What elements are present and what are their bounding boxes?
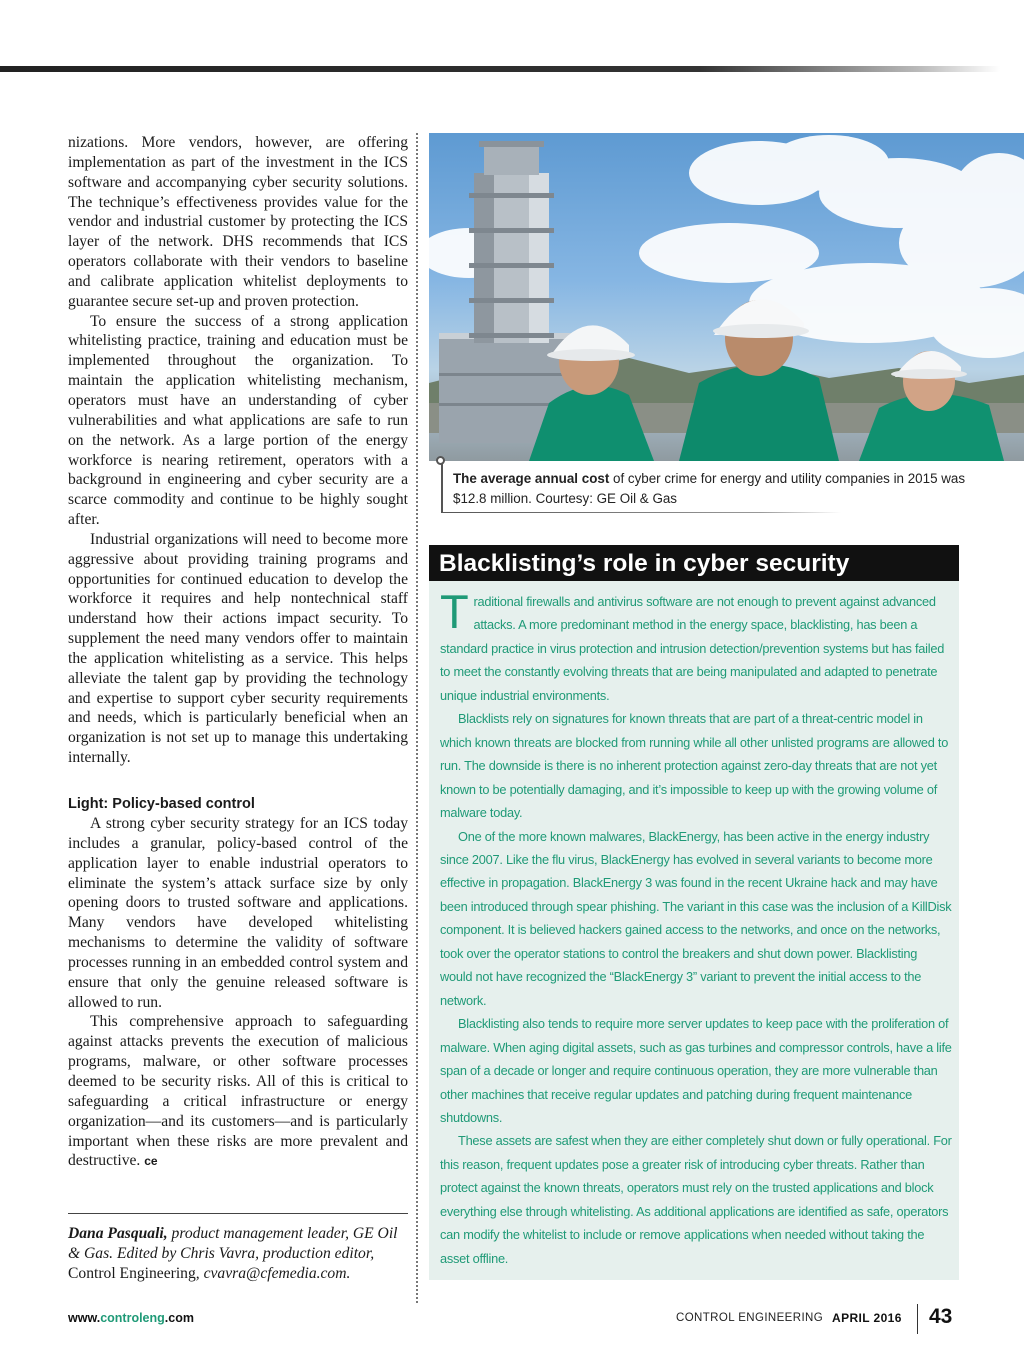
footer-website-link[interactable] xyxy=(68,1311,194,1325)
drop-cap: T xyxy=(440,585,469,638)
article-paragraph-text: This comprehensive approach to safeguarding against attacks prevents the execution of malicious programs, malware, or other software processes deemed to be security risks. All of this is critical to safeguarding a critical infrastructure or energy organization—and its customers—and is particularly important when these risks are more prevalent and destructive. xyxy=(68,1013,408,1170)
caption-pointer-dot xyxy=(436,456,445,465)
sidebar-paragraph-first xyxy=(440,585,952,707)
article-subhead: Light: Policy-based control xyxy=(68,796,255,812)
article-paragraph: nizations. More vendors, however, are offering implementation as part of the investment in the ICS software and accompanying cyber security solutions. The technique’s effectiveness provides value for the vendor and industrial customer by protecting the ICS layer of the network. DHS recommends that ICS operators collaborate with their vendors to baseline and calibrate application whitelist deployments to guarantee secure set-up and proven protection. xyxy=(68,134,408,310)
page-number: 43 xyxy=(929,1305,953,1328)
caption-underline xyxy=(441,512,841,513)
header-rule xyxy=(0,66,1000,72)
url-prefix: www. xyxy=(68,1311,101,1325)
author-role: product management leader, GE Oil & Gas. Edited by Chris Vavra, production editor, xyxy=(68,1225,398,1262)
footer-magazine-name: CONTROL ENGINEERING xyxy=(676,1312,824,1324)
sidebar-box xyxy=(429,545,959,1280)
publication-name: Control Engineering xyxy=(68,1265,196,1282)
article-photo xyxy=(429,133,1024,461)
url-brand: controleng xyxy=(100,1311,165,1325)
caption-leader-line xyxy=(441,462,443,512)
article-paragraph: A strong cyber security strategy for an ICS today includes a granular, policy-based control of the application layer to enable industrial operators to eliminate the system’s attack surface size by only opening doors to trusted software and applications. Many vendors have developed whitelisting mechanisms to determine the validity of software processes running in an embedded control system and ensure that only the genuine released software is allowed to run. xyxy=(68,815,408,1011)
author-email: , cvavra@cfemedia.com. xyxy=(195,1265,351,1282)
sidebar-paragraph: One of the more known malwares, BlackEnergy, has been active in the energy industry since 2007. Like the flu virus, BlackEnergy has evolved in several variants to become more effective in propagation. BlackEnergy 3 was found in the recent Ukraine hack and may have been introduced through spear phishing. The variant in this case was the inclusion of a KillDisk component. It is believed hackers gained access to the networks, and once on the networks, took over the operator stations to control the breakers and shut down power. Blacklisting would not have recognized the “BlackEnergy 3” variant to prevent the initial access to the network. xyxy=(440,828,952,1008)
article-paragraph: Industrial organizations will need to become more aggressive about providing training programs and opportunities for continued education to develop the workforce it requires and help nontechnical staff understand how their actions impact security. To supplement the need many vendors offer to maintain the application whitelisting as a service. This helps alleviate the talent gap by providing the technology and expertise to support cyber security requirements and needs, which is particularly beneficial when an organization is not set up to manage this undertaking internally. xyxy=(68,530,408,767)
caption-lead: The average annual cost xyxy=(453,471,610,486)
sidebar-body xyxy=(440,585,952,1270)
photo-caption xyxy=(453,469,973,509)
footer-issue-date: APRIL 2016 xyxy=(832,1311,902,1325)
sidebar-paragraph: These assets are safest when they are either completely shut down or fully operational. For this reason, frequent updates pose a greater risk of introducing cyber threats. Rather than protect against the known threats, operators must rely on the trusted applications and block everything else through whitelisting. As additional applications are identified as safe, operators can modify the whitelist to include or remove applications when needed without taking the asset offline. xyxy=(440,1133,952,1266)
author-bio xyxy=(68,1224,408,1284)
column-divider xyxy=(416,133,418,1303)
author-name: Dana Pasquali, xyxy=(68,1225,168,1242)
caption-text: of cyber crime for energy and utility companies in 2015 was $12.8 million. Courtesy: GE Oil & Gas xyxy=(453,471,966,506)
sidebar-paragraph: Blacklists rely on signatures for known threats that are part of a threat-centric model in which known threats are blocked from running while all other unlisted programs are allowed to run. The downside is there is no inherent protection against zero-day threats that are not yet known to be potentially damaging, and it’s impossible to keep up with the growing volume of malware today. xyxy=(440,711,949,821)
photo-illustration xyxy=(429,133,1024,461)
end-mark: ce xyxy=(144,1154,158,1169)
footer-separator xyxy=(917,1304,918,1334)
article-paragraph-last xyxy=(68,1012,408,1172)
article-paragraph: To ensure the success of a strong application whitelisting practice, training and education must be implemented throughout the organization. To maintain the application whitelisting mechanism, operators must have an understanding of cyber vulnerabilities and what applications are safe to run on the network. As a large portion of the energy workforce is nearing retirement, operators with a background in engineering and cyber security are a scarce commodity and continue to be highly sought after. xyxy=(68,312,408,529)
author-divider xyxy=(68,1213,408,1214)
sidebar-title: Blacklisting’s role in cyber security xyxy=(429,545,959,581)
sidebar-paragraph: Blacklisting also tends to require more server updates to keep pace with the proliferation of malware. When aging digital assets, such as gas turbines and compressor controls, have a life span of a decade or longer and require continuous operation, they are more vulnerable than other machines that receive regular updates and patching during frequent maintenance shutdowns. xyxy=(440,1016,952,1125)
sidebar-paragraph-text: raditional firewalls and antivirus software are not enough to prevent against advanced attacks. A more predominant method in the energy space, blacklisting, has been a standard practice in virus protection and intrusion detection/prevention systems but has failed to meet the constantly evolving threats that are being manipulated and adapted to penetrate unique industrial environments. xyxy=(440,594,945,703)
url-suffix: .com xyxy=(164,1311,194,1325)
main-article-column xyxy=(68,133,408,1172)
